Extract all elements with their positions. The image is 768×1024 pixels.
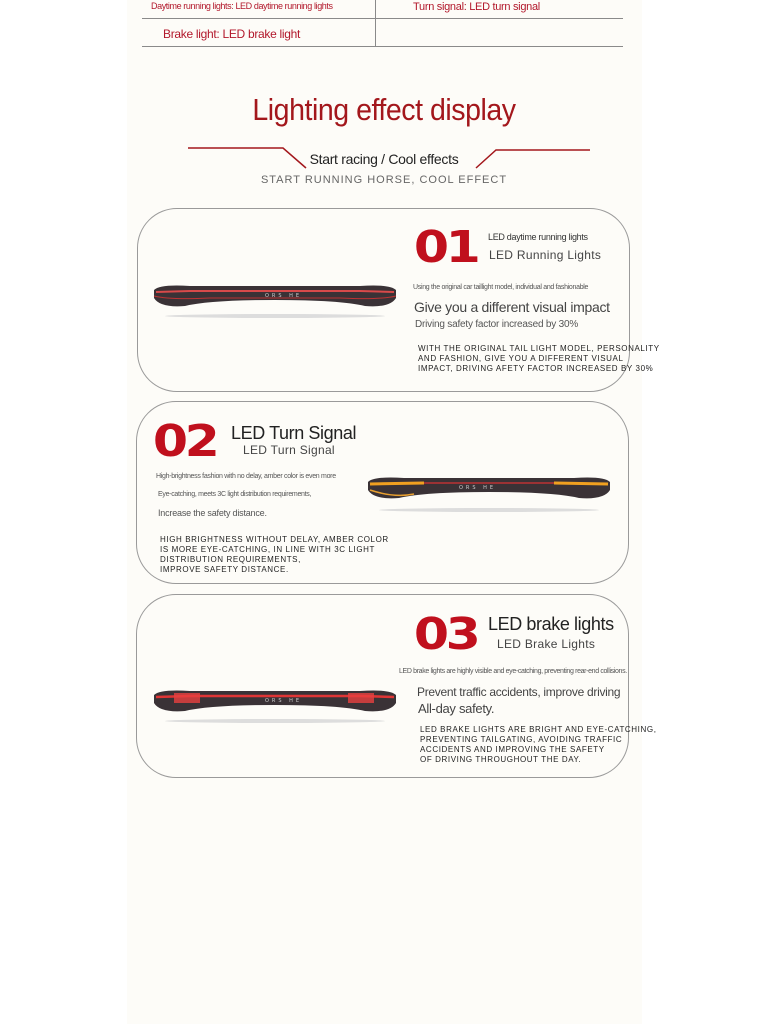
svg-text:ORS HE: ORS HE <box>265 293 303 299</box>
section-subtitle: Start racing / Cool effects <box>309 151 459 167</box>
card3-title: LED brake lights <box>488 614 614 634</box>
spec-daytime: Daytime running lights: LED daytime running lights <box>151 1 333 11</box>
svg-text:ORS HE: ORS HE <box>265 698 303 704</box>
card3-caps-text: LED BRAKE LIGHTS ARE BRIGHT AND EYE-CATCHING, PREVENTING TAILGATING, AVOIDING TRAFFIC ACCIDENTS AND IMPROVING THE SAFETY OF DRIVING THROUGHOUT THE DAY. <box>420 725 657 764</box>
card2-caps-text: HIGH BRIGHTNESS WITHOUT DELAY, AMBER COLOR IS MORE EYE-CATCHING, IN LINE WITH 3C LIGHT DISTRIBUTION REQUIREMENTS, IMPROVE SAFETY DISTANCE. <box>160 535 389 574</box>
card2-title-en: LED Turn Signal <box>243 443 335 457</box>
card1-title-small: LED daytime running lights <box>488 232 588 242</box>
card2-line2: Eye-catching, meets 3C light distribution requirements, <box>158 491 312 498</box>
card1-caps-text: WITH THE ORIGINAL TAIL LIGHT MODEL, PERSONALITY AND FASHION, GIVE YOU A DIFFERENT VISUAL IMPACT, DRIVING AFETY FACTOR INCREASED BY 30% <box>418 344 660 373</box>
card-number-01: 01 <box>413 222 478 273</box>
card1-subhead: Driving safety factor increased by 30% <box>415 319 579 330</box>
section-title: Lighting effect display <box>252 92 516 127</box>
svg-text:ORS HE: ORS HE <box>459 485 497 491</box>
taillight-turn-signal-image <box>364 472 614 514</box>
card-number-03: 03 <box>413 609 478 660</box>
spec-table <box>142 0 623 47</box>
taillight-running-image <box>150 280 400 320</box>
card1-note: Using the original car taillight model, individual and fashionable <box>413 284 589 291</box>
card3-title-en: LED Brake Lights <box>497 637 596 651</box>
card-number-02: 02 <box>152 416 217 467</box>
spec-brake-light: Brake light: LED brake light <box>163 27 301 41</box>
card2-title: LED Turn Signal <box>231 423 357 443</box>
card2-line3: Increase the safety distance. <box>158 508 267 518</box>
card3-headline: Prevent traffic accidents, improve driving <box>417 685 621 699</box>
spec-turn-signal: Turn signal: LED turn signal <box>413 1 540 13</box>
section-subtitle-en: START RUNNING HORSE, COOL EFFECT <box>260 174 508 186</box>
card1-headline: Give you a different visual impact <box>414 299 610 315</box>
taillight-brake-image <box>150 685 400 725</box>
card1-title-en: LED Running Lights <box>489 248 602 262</box>
card3-note: LED brake lights are highly visible and eye-catching, preventing rear-end collisions. <box>399 668 627 675</box>
card2-line1: High-brightness fashion with no delay, amber color is even more <box>156 473 336 480</box>
card3-headline2: All-day safety. <box>418 701 495 716</box>
